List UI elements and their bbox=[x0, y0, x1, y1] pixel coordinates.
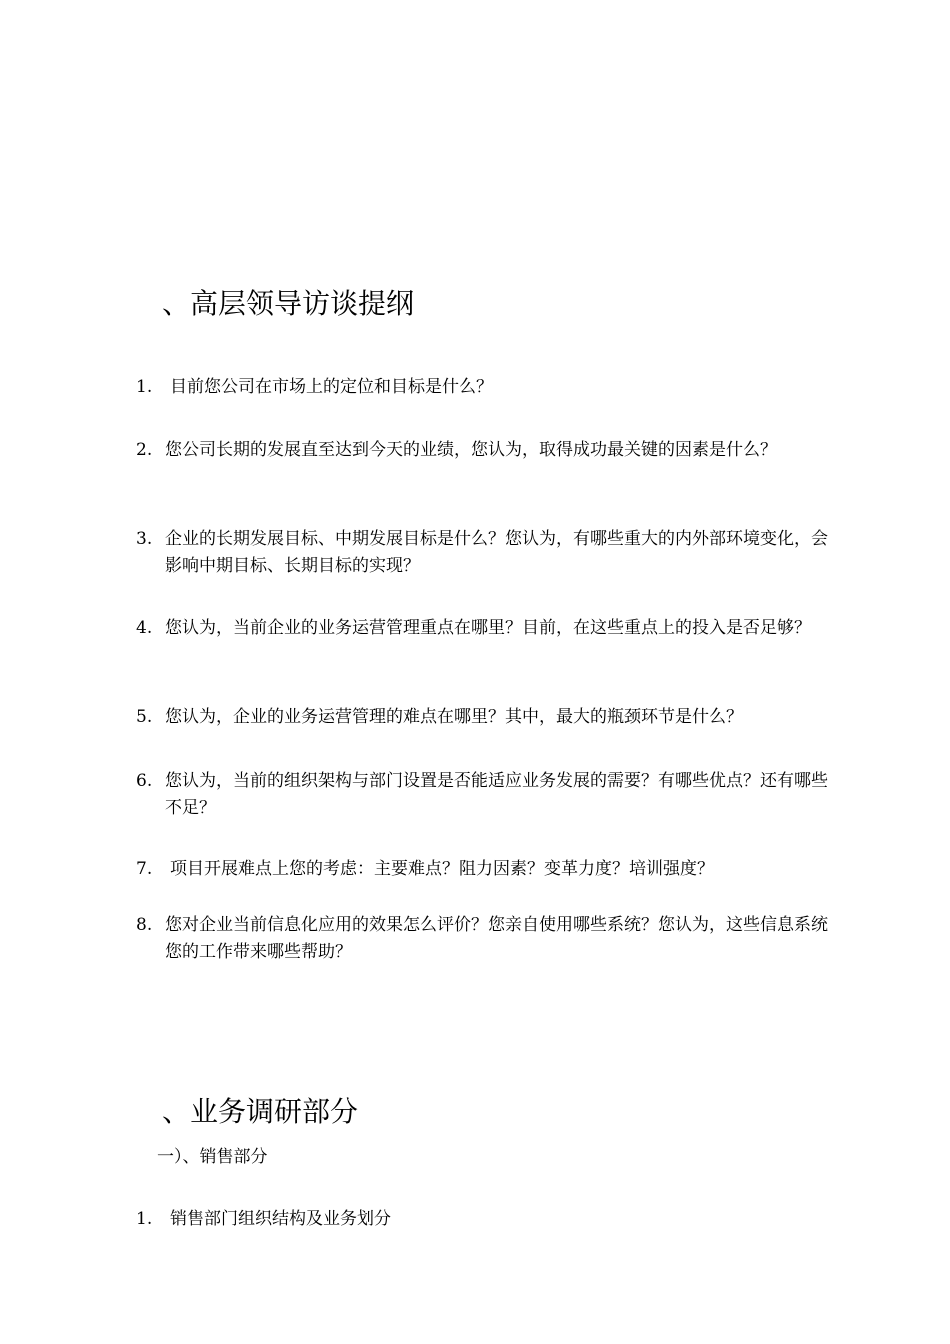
subsection-title-sales: 一）、销售部分 bbox=[157, 1147, 268, 1167]
list-item-text: 您公司长期的发展直至达到今天的业绩，您认为，取得成功最关键的因素是什么？ bbox=[165, 440, 777, 460]
section-title-business-research: 、业务调研部分 bbox=[162, 1095, 359, 1128]
list-item bbox=[136, 912, 836, 966]
list-item bbox=[136, 615, 836, 642]
list-item-text: 项目开展难点上您的考虑：主要难点？阻力因素？变革力度？培训强度？ bbox=[170, 859, 714, 879]
list-item bbox=[136, 1206, 836, 1233]
list-item-text: 您对企业当前信息化应用的效果怎么评价？您亲自使用哪些系统？您认为，这些信息系统您的工作带来哪些帮助？ bbox=[165, 915, 828, 962]
list-item-number: 1. bbox=[136, 1209, 153, 1229]
list-item-number: 4. bbox=[136, 618, 153, 638]
list-item-number: 3. bbox=[136, 529, 153, 549]
list-item-text: 销售部门组织结构及业务划分 bbox=[170, 1209, 391, 1229]
list-item bbox=[136, 437, 836, 464]
list-item bbox=[136, 768, 836, 822]
list-item bbox=[136, 526, 836, 580]
list-item-text: 您认为，企业的业务运营管理的难点在哪里？其中，最大的瓶颈环节是什么？ bbox=[165, 707, 743, 727]
list-item bbox=[136, 704, 836, 731]
list-item-number: 5. bbox=[136, 707, 153, 727]
list-item bbox=[136, 374, 836, 401]
list-item-number: 8. bbox=[136, 915, 153, 935]
list-item-text: 目前您公司在市场上的定位和目标是什么？ bbox=[170, 377, 493, 397]
list-item-text: 企业的长期发展目标、中期发展目标是什么？您认为，有哪些重大的内外部环境变化，会影响中期目标、长期目标的实现？ bbox=[165, 529, 828, 576]
list-item bbox=[136, 856, 836, 883]
list-item-number: 2. bbox=[136, 440, 153, 460]
list-item-text: 您认为，当前企业的业务运营管理重点在哪里？目前，在这些重点上的投入是否足够？ bbox=[165, 618, 811, 638]
section-title-executive-interview: 、高层领导访谈提纲 bbox=[162, 287, 415, 320]
list-item-number: 1. bbox=[136, 377, 153, 397]
list-item-number: 6. bbox=[136, 771, 153, 791]
list-item-number: 7. bbox=[136, 859, 153, 879]
list-item-text: 您认为，当前的组织架构与部门设置是否能适应业务发展的需要？有哪些优点？还有哪些不足？ bbox=[165, 771, 828, 818]
